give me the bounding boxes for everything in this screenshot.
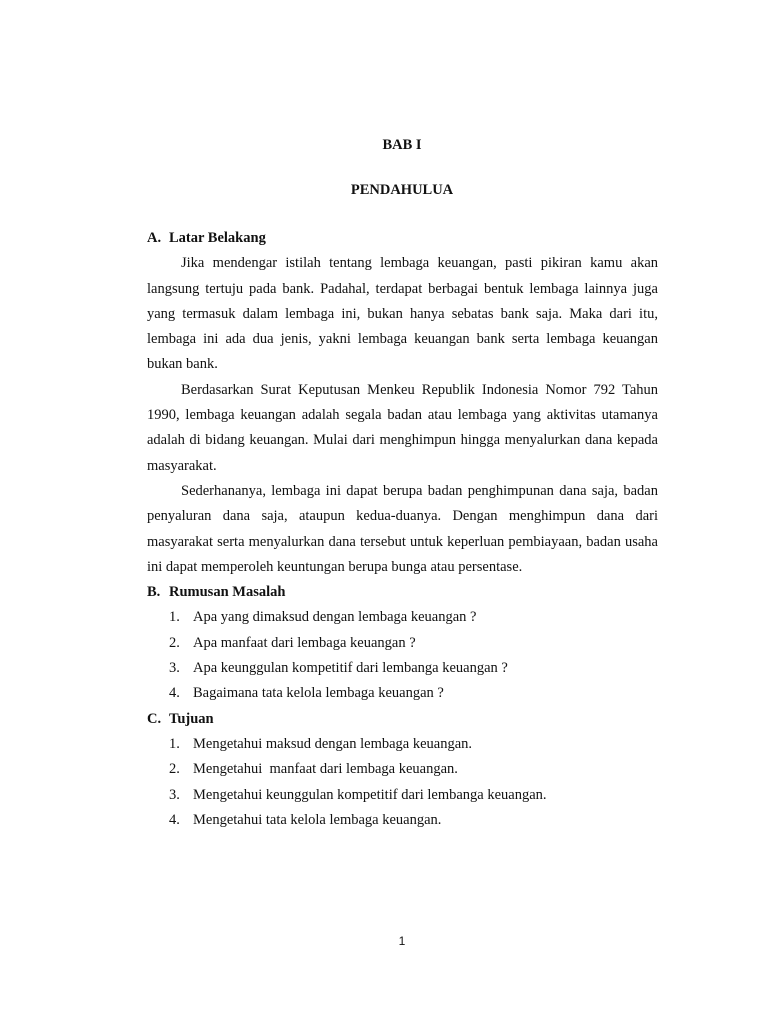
chapter-number: BAB I	[382, 137, 422, 153]
section-heading-background	[147, 226, 658, 251]
list-number: 2.	[169, 634, 180, 651]
paragraph: Berdasarkan Surat Keputusan Menkeu Republik Indonesia Nomor 792 Tahun 1990, lembaga keuangan adalah segala badan atau lembaga yang aktivitas utamanya adalah di bidang keuangan. Mulai dari menghimpun hingga menyalurkan dana kepada masyarakat.	[147, 381, 658, 474]
document-body	[147, 226, 658, 833]
list-text: Bagaimana tata kelola lembaga keuangan ?	[193, 685, 444, 702]
list-text: Mengetahui tata kelola lembaga keuangan.	[193, 811, 442, 828]
list-number: 3.	[169, 660, 180, 677]
list-item	[147, 757, 658, 782]
section-title: Latar Belakang	[169, 230, 266, 246]
list-text: Mengetahui maksud dengan lembaga keuangan.	[193, 735, 473, 752]
section-heading-problems	[147, 580, 658, 605]
list-number: 4.	[169, 685, 180, 702]
list-number: 3.	[169, 786, 180, 803]
paragraph: Jika mendengar istilah tentang lembaga keuangan, pasti pikiran kamu akan langsung tertuju pada bank. Padahal, terdapat berbagai bentuk lembaga lainnya juga yang termasuk dalam lembaga ini, bukan hanya sebatas bank saja. Maka dari itu, lembaga ini ada dua jenis, yakni lembaga keuangan bank serta lembaga keuangan bukan bank.	[147, 255, 658, 373]
list-item	[147, 732, 658, 757]
section-title: Rumusan Masalah	[169, 584, 286, 601]
list-number: 2.	[169, 761, 180, 778]
list-text: Apa manfaat dari lembaga keuangan ?	[193, 634, 416, 651]
page-number: 1	[398, 934, 406, 948]
section-letter: C.	[147, 710, 162, 727]
list-item	[147, 808, 658, 833]
list-number: 1.	[169, 735, 180, 752]
list-text: Mengetahui keunggulan kompetitif dari lembanga keuangan.	[193, 786, 547, 803]
list-text: Apa yang dimaksud dengan lembaga keuangan ?	[193, 609, 477, 626]
problem-list	[147, 605, 658, 706]
section-letter: B.	[147, 584, 161, 601]
list-text: Mengetahui manfaat dari lembaga keuangan.	[193, 761, 458, 778]
chapter-title: PENDAHULUA	[350, 182, 454, 198]
list-number: 4.	[169, 811, 180, 828]
section-title: Tujuan	[169, 710, 214, 727]
section-heading-objectives	[147, 707, 658, 732]
list-item	[147, 681, 658, 706]
list-item	[147, 605, 658, 630]
objective-list	[147, 732, 658, 833]
list-item	[147, 656, 658, 681]
list-text: Apa keunggulan kompetitif dari lembanga keuangan ?	[193, 660, 508, 677]
paragraph: Sederhananya, lembaga ini dapat berupa badan penghimpunan dana saja, badan penyaluran dana saja, ataupun kedua-duanya. Dengan menghimpun dana dari masyarakat serta menyalurkan dana tersebut untuk keperluan pembiayaan, badan usaha ini dapat memperoleh keuntungan berupa bunga atau persentase.	[147, 482, 658, 575]
list-number: 1.	[169, 609, 180, 626]
list-item	[147, 783, 658, 808]
list-item	[147, 631, 658, 656]
section-letter: A.	[147, 230, 162, 246]
